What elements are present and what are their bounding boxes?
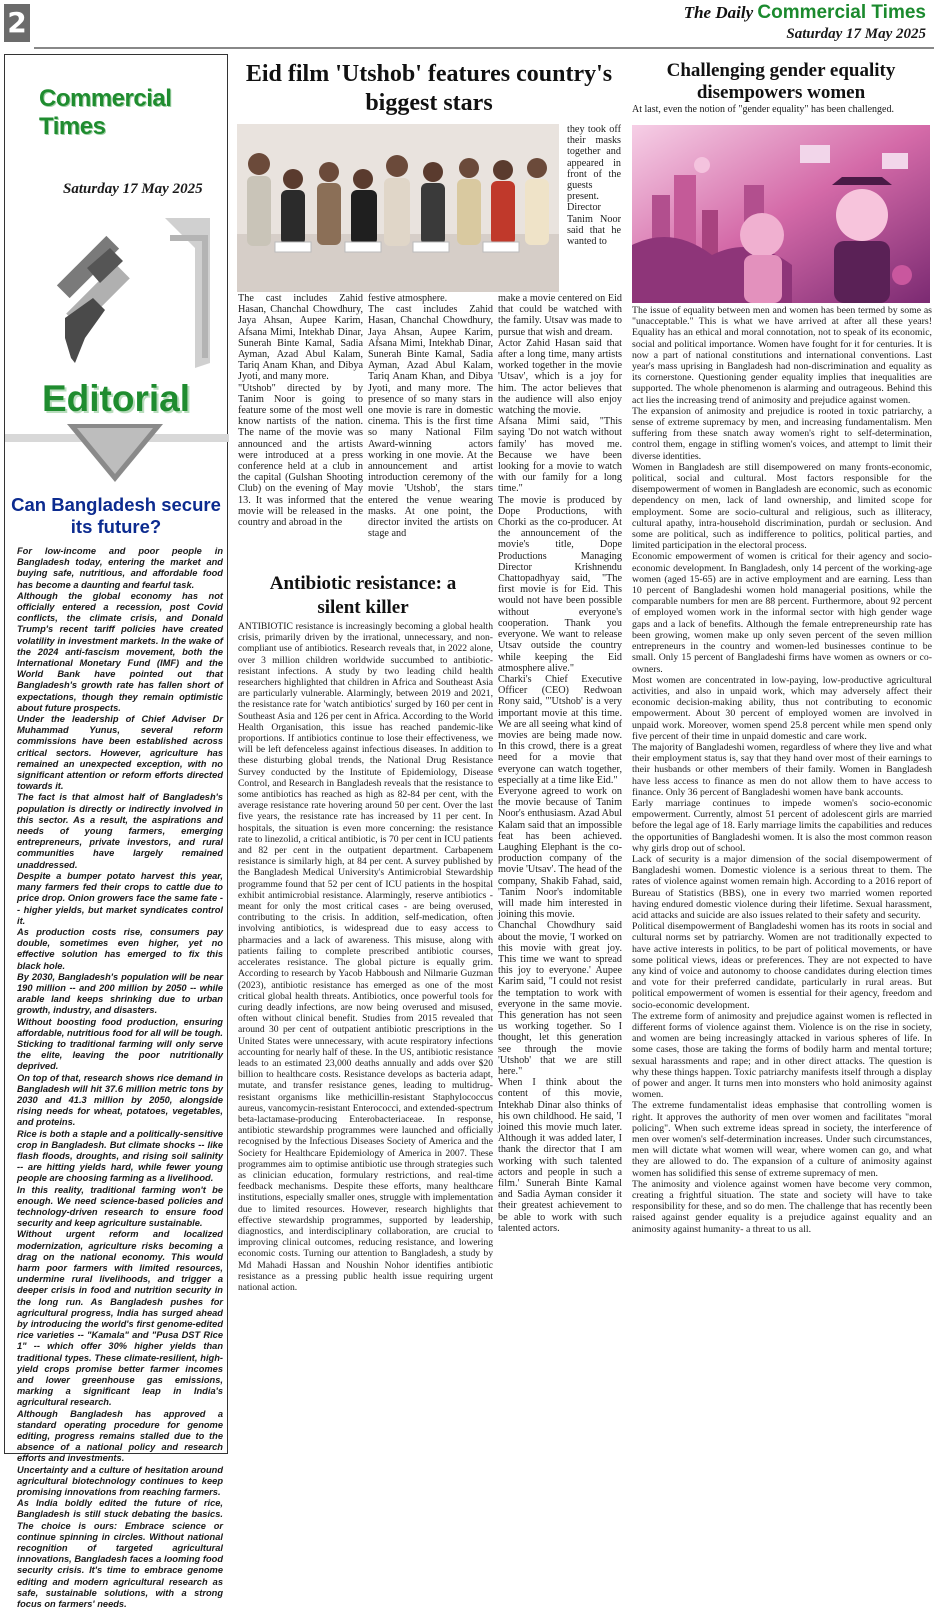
paragraph: Lack of security is a major dimension of the social disempowerment of Bangladeshi women. Domestic violence is a serious threat to them. The rates of violence against women remain high. According to a 2016 report of Bureau of Statistics (BBS), one in every two married women reported having endured domestic violence during their lifetime. Sexual harassment, acid attacks and suicide are also issues related to their safety and security. [632,853,932,921]
paragraph: As production costs rise, consumers pay double, sometimes even higher, yet no effective solution has emerged to fix this black hole. [17,926,223,971]
masthead-date: Saturday 17 May 2025 [786,26,926,42]
eid-column-3 [498,293,622,1234]
paragraph: they took off their masks together and appeared in front of the guests present. Director Tanim Noor said that he wanted to [567,124,621,248]
paragraph: For low-income and poor people in Bangladesh today, entering the market and buying safe, nutritious, and affordable food has become a daunting and fearful task. [17,546,223,590]
paragraph: Most women are concentrated in low-paying, low-productive agricultural activities, and also in unpaid work, which may adversely affect their economic decision-making ability, thus not contributing to economic empowerment. About 30 percent of employed women are involved in unpaid work. Moreover, women spend 25.8 percent while men spend only five percent of their time in unpaid domestic and care work. [632,674,932,742]
masthead [684,2,926,43]
eid-column-1 [238,293,363,528]
paragraph: Women in Bangladesh are still disempowered on many fronts-economic, political, social and cultural. Most factors responsible for the disempowerment of women in Bangladesh are economic, such as economic dependency on men, lack of land ownership, and limited scope for employment. Some are socio-cultural and religious, such as illiteracy, cultural apathy, intra-household discrimination, purdah or seclusion. And some are political, such as indifference to politics, political parties, and limited participation in the electoral process. [632,461,932,552]
editorial-section-title: Editorial [41,378,191,419]
page-number: 2 [4,4,30,42]
eid-column-2 [368,293,493,539]
paragraph: Afsana Mimi said, "This saying 'Do not watch without family' has moved me. Because we have been looking for a movie to watch with our family for a long time." [498,416,622,495]
paragraph: Although the global economy has not officially entered a recession, post Covid conflicts, the climate crisis, and Donald Trump's recent tariff policies have created volatility in investment markets. In the wake of the 2024 anti-fascism movement, both the International Monetary Fund (IMF) and the World Bank have pointed out that Bangladesh's growth rate has fallen short of expectations, though they remain optimistic about future prospects. [17,590,223,713]
eid-headline: Eid film 'Utshob' features country's biggest stars [245,61,613,116]
paragraph: Economic empowerment of women is critical for their agency and socio-economic development. In Bangladesh, only 14 percent of the working-age women (aged 15-65) are in active employment and are earning. Less than 10 percent of Bangladeshi women hold managerial positions, while the comparable numbers for men are 88 percent. Furthermore, about 92 percent of employed women work in the informal sector with high gender wage gaps and a lack of benefits. Although the female entrepreneurship rate has been growing, women make up only seven percent of the seven million entrepreneurs in the country and women-led businesses continue to be small. Only 15 percent of Bangladeshi firms have women as owners or co-owners. [632,551,932,675]
paragraph: The animosity and violence against women have become very common, creating a frightful situation. The state and society will have to take responsibility for these, and so do men. The challenge that has recently been raised against gender equality is a prejudice against equality and an animosity against humanity- a threat to us all. [632,1178,932,1235]
paragraph: Charki's Chief Executive Officer (CEO) Redwoan Rony said, "'Utshob' is a very important movie at this time. We are all seeing what kind of movies are being made now. In this crowd, there is a great need for a movie that everyone can watch together, especially at a time like Eid." [498,673,622,786]
editorial-column [4,54,228,1610]
header-rule [34,47,934,49]
paragraph: Everyone agreed to work on the movie because of Tanim Noor's enthusiasm. Azad Abul Kalam said that an impossible feat has been achieved. Laughing Elephant is the co-production company of the movie 'Utsav'. The head of the company, Shakib Fahad, said, 'Tanim Noor's indomitable will made him interested in joining this movie. [498,785,623,921]
paragraph: The cast includes Zahid Hasan, Chanchal Chowdhury, Jaya Ahsan, Aupee Karim, Afsana Mimi, Intekhab Dinar, Sunerah Binte Kamal, Sadia Ayman, Azad Abul Kalam, Tariq Anam Khan, and Dibya Jyoti, and many more. The presence of so many stars in one movie is rare in domestic cinema. This is the first time so many National Film Award-winning actors working in one movie. At the announcement and artist introduction ceremony of the movie 'Utshob', the stars entered the venue wearing masks. At one point, the director invited the artists on stage and [368,304,493,540]
paragraph: Uncertainty and a culture of hesitation around agricultural biotechnology continues to keep promising innovations from reaching farmers. [17,1464,223,1498]
paragraph: The extreme form of animosity and prejudice against women is reflected in different forms of violence against them. Violence is on the rise in society, and women are being increasingly attacked in various spheres of life. In some cases, those are taking the forms of bodily harm and mental torture; sexual harassments and rape; and in other direct attacks. The question is why these things happen. Toxic patriarchy manifests itself through a display of power and anger. It turns men into monsters who hold animosity against women. [632,1010,932,1101]
editorial-date: Saturday 17 May 2025 [63,181,203,197]
cast-photo [237,124,559,292]
editorial-body [5,546,227,1610]
antibiotic-headline: Antibiotic resistance: a silent killer [269,573,457,618]
paragraph: Despite a bumper potato harvest this year, many farmers fed their crops to cattle due to price drop. Onion growers face the same fate - - higher yields, but market syndicates control it. [17,870,223,926]
paragraph: Without urgent reform and localized modernization, agriculture risks becoming a drag on the national economy. This would harm poor farmers with limited resources, undermine rural livelihoods, and trigger a deeper crisis in food and nutrition security in the long run. As Bangladesh pushes for agricultural progress, India has surged ahead by introducing the world's first genome-edited rice varieties -- "Kamala" and "Pusa DST Rice 1" -- which offer 30% higher yields than traditional types. These climate-resilient, high-yield crops promise better farmer incomes and lower greenhouse gas emissions, marking a significant leap in India's agricultural research. [17,1229,223,1408]
paragraph: Early marriage continues to impede women's socio-economic empowerment. Currently, almost 51 percent of adolescent girls are married before the legal age of 18. Early marriage limits the capabilities and reduces the opportunities of Bangladeshi women. It is also the most common reason why girls drop out of school. [632,797,932,854]
paragraph: When I think about the content of this movie, Intekhab Dinar also thinks of his own childhood. He said, 'I joined this movie much later. Although it was added later, I thank the director that I am working with such talented actors and people in such a film.' Sunerah Binte Kamal and Sadia Ayman consider it their greatest achievement to be able to work with such talented actors. [498,1077,622,1234]
paragraph: The extreme fundamentalist ideas emphasise that controlling women is right. It approves the authority of men over women and facilitates "moral policing". When such extreme ideas spread in society, the interference of men over women's self-determination increases. Under such circumstances, men will dictate what women will wear, where women can go, and what they are allowed to do. The expansion of a culture of animosity against women has solidified this sense of extreme supremacy of men. [632,1100,932,1179]
antibiotic-body [238,621,493,1293]
paragraph: make a movie centered on Eid that could be watched with the family. Utsav was made to pursue that wish and dream. [498,293,622,338]
paragraph: The movie is produced by Dope Productions, with Chorki as the co-producer. At the announcement of the movie's title, Dope Productions Managing Director Krishnendu Chattopadhyay said, "The first movie is for Eid. This would not have been possible without everyone's cooperation. Thank you everyone. We want to release Utsav outside the country while keeping the Eid atmosphere alive." [498,494,622,674]
paragraph: Chanchal Chowdhury said about the movie, 'I worked on this movie with great joy. This time we want to spread this joy to everyone.' Aupee Karim said, "I could not resist the temptation to work with everyone in the same movie. This generation has not seen us working together. So I thought, let this generation see through the movie 'Utshob' that we are still here." [498,920,622,1078]
editorial-headline: Can Bangladesh secure its future? [11,494,221,537]
paragraph: The majority of Bangladeshi women, regardless of where they live and what their employment status is, say that they hand over most of their earnings to their husbands or other members of their family. Women in Bangladesh have less access to finance as men do not allow them to have access to finance. Only 36 percent of Bangladeshi women have bank accounts. [632,741,932,798]
editorial-logo: Commercial Times [39,85,172,140]
gender-body [632,305,932,1235]
paragraph: Without boosting food production, ensuring affordable, nutritious food for all will be tough. Sticking to traditional farming will only serve the elite, leaving the poor nutritionally deprived. [17,1016,223,1072]
pen-illustration [5,208,227,378]
gender-illustration [632,125,930,303]
paragraph: "Utshob" directed by by Tanim Noor is going to feature some of the most well know nartists of the nation. The name of the movie was announced and the artists were introduced at a press conference held at a club in the capital (Gulshan Shooting Club) on the evening of May 13. It was informed that the movie will be released in the country and abroad in the [238,382,363,529]
gender-headline: Challenging gender equality disempowers women [666,60,896,103]
down-arrow-icon [5,420,227,490]
gender-subhead: At last, even the notion of "gender equality" has been challenged. [632,104,894,115]
paragraph: On top of that, research shows rice demand in Bangladesh will hit 37.6 million metric tons by 2030 and 41.3 million by 2050, alongside rising needs for wheat, potatoes, vegetables, and proteins. [17,1072,223,1128]
paragraph: Rice is both a staple and a politically-sensitive crop in Bangladesh. But climate shocks -- like flash floods, droughts, and rising soil salinity -- are hitting yields hard, while fewer young people are choosing farming as a livelihood. [17,1128,223,1184]
paragraph: The expansion of animosity and prejudice is rooted in toxic patriarchy, a sense of extreme supremacy by men, and increasing fundamentalism. Men suffering from these snatch away women's right to self-determination, control them, engage in stifling women's voices, and attempt to limit their diverse identities. [632,405,932,462]
paragraph: Political disempowerment of Bangladeshi women has its roots in social and cultural norms set by patriarchy. Women are not traditionally expected to have active interests in politics, to be part of political movements, or have some political views, ideas or preferences. They are not expected to have any kind of voice and autonomy to choose candidates during election times and vote for their preferred candidate, particularly in rural areas. But political empowerment of women is essential for their agency, freedom and socio-economic development. [632,921,932,1011]
paragraph: As India boldly edited the future of rice, Bangladesh is still stuck debating the basics. The choice is ours: Embrace science or continue spinning in circles. Without national recognition of targeted agricultural innovations, Bangladesh faces a looming food security crisis. It's time to embrace genome editing and modern agricultural research as safe, sustainable solutions, with a strong focus on farmers' needs. [17,1498,223,1610]
paragraph: festive atmosphere. [368,293,448,304]
paragraph: Under the leadership of Chief Adviser Dr Muhammad Yunus, several reform commissions have been established across critical sectors. However, agriculture has remained an unexpected exception, with no significant attention or reform efforts directed towards it. [17,714,223,792]
masthead-name: Commercial Times [757,2,926,23]
paragraph: Actor Zahid Hasan said that after a long time, many artists worked together in the movie 'Utsav', which is a joy for him. The actor believes that the audience will also enjoy watching the movie. [498,337,622,417]
paragraph: In this reality, traditional farming won't be enough. We need science-based policies and technology-driven research to ensure food security and keep agriculture sustainable. [17,1184,223,1229]
paragraph: By 2030, Bangladesh's population will be near 190 million -- and 200 million by 2050 -- while arable land keeps shrinking due to urban growth, industry, and disasters. [17,971,223,1016]
eid-side-text [567,124,621,247]
paragraph: Although Bangladesh has approved a standard operating procedure for genome editing, progress remains stalled due to the absence of a national policy and research efforts and investments. [17,1408,223,1464]
paragraph: The fact is that almost half of Bangladesh's population is directly or indirectly involved in this sector. As a result, the aspirations and needs of young farmers, emerging entrepreneurs, private investors, and rural communities have largely remained unaddressed. [17,792,223,870]
paragraph: The cast includes Zahid Hasan, Chanchal Chowdhury, Jaya Ahsan, Aupee Karim, Afsana Mimi, Intekhab Dinar, Sunerah Binte Kamal, Sadia Ayman, Azad Abul Kalam, Tariq Anam Khan, and Dibya Jyoti, and many more. [238,293,363,383]
paragraph: ANTIBIOTIC resistance is increasingly becoming a global health crisis, primarily driven by the irrational, unnecessary, and non-compliant use of antibiotics. Research reveals that, in 2022 alone, over 3 million children worldwide succumbed to antibiotic-resistant infections. A study by two leading child health researchers highlighted that children in Africa and Southeast Asia are particularly vulnerable. Alarmingly, between 2019 and 2021, the resistance rate for 'watch antibiotics' surged by 160 per cent in Southeast Asia and 126 per cent in Africa. According to the World Health Organisation, this issue has reached pandemic-like proportions. If antibiotics continue to lose their effectiveness, we will be left defenceless against infectious diseases. In addition to these disturbing global trends, the National Drug Resistance Survey conducted by the Institute of Epidemiology, Disease Control, and Research in Bangladesh reveals that the resistance to some antibiotics has reached as high as 82-84 per cent, with the average resistance rate hovering around 50 per cent. Over the last five years, the resistance rate has increased by 11 per cent. In hospitals, the situation is even more concerning: the resistance rate to linezolid, a critical antibiotic, is 70 per cent in ICU patients and 82 per cent in the outpatient department. Carbapenem resistance is similarly high, at 84 per cent. A survey published by the Bangladesh Medical University's Antimicrobial Stewardship programme found that 52 per cent of ICU patients in the hospital exhibit antimicrobial resistance. Alarmingly, reserve antibiotics - meant for only the most critical cases - are being overused, contributing to the crisis. In addition, self-medication, often involving antibiotics, is widespread due to easy access to pharmacies and a lack of awareness. This misuse, along with patients failing to complete prescribed antibiotic courses, accelerates resistance. The global picture is equally grim. According to research by Yacob Habboush and Nilmarie Guzman (2023), antibiotic resistance has emerged as one of the most critical global health threats. Antibiotics, once powerful tools for curing deadly infections, are now being overused and misused, often without clinical benefit. Studies from 2015 revealed that around 30 per cent of outpatient antibiotic prescriptions in the United States were unnecessary, with acute respiratory infections accounting for nearly half of these. In the US, antibiotic resistance leads to an estimated 23,000 deaths annually and adds over $20 billion to healthcare costs. Resistance develops as bacteria adapt, mutate, and transfer resistance genes, leading to multidrug-resistant organisms like methicillin-resistant Staphylococcus aureus, vancomycin-resistant Enterococci, and extended-spectrum beta-lactamase-producing Enterobacteriaceae. In response, antibiotic stewardship programmes were launched and officially recognised by the Infectious Diseases Society of America and the Society for Healthcare Epidemiology of America in 2007. These programmes aim to optimise antibiotic use through strategies such as clinician education, formulary restrictions, and real-time feedback mechanisms. Despite these efforts, many healthcare institutions, especially smaller ones, struggle with implementation due to limited resources. However, research highlights that effective stewardship programmes, supported by leadership, diagnostics, and interdisciplinary collaboration, are crucial to improving clinical outcomes, reducing resistance, and lowering economic costs. Turning our attention to Bangladesh, a study by Md Mahadi Hassan and Noushin Nohor identifies antibiotic resistance as a pressing public health issue requiring urgent national action. [238,621,493,1293]
masthead-prefix: The Daily [683,3,754,22]
paragraph: The issue of equality between men and women has been termed by some as "unacceptable." This is what we have arrived at after all these years! Equality has an ethical and moral connotation, not to speak of its economic, social and political importance. Women have fought for it for centuries. It is now a part of national constitutions and international conventions. Last year's mass uprising in Bangladesh had non-discrimination and equality as its cornerstone. Questioning gender equality implies that inequalities are supported. The whole phenomenon is alarming and outrageous. Behind this act lies the increasing trend of animosity and prejudice against women. [632,305,932,406]
